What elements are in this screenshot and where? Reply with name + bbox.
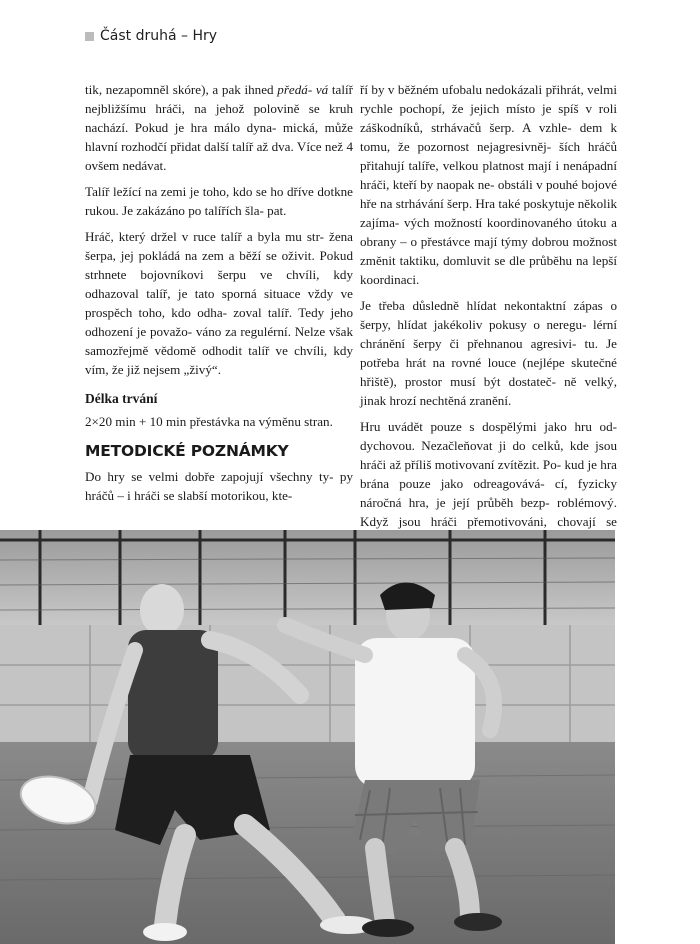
running-header [85, 28, 217, 44]
notes-heading: METODICKÉ POZNÁMKY [85, 442, 289, 460]
left-paragraph-3: Hráč, který držel v ruce talíř a byla mu str- žena šerpa, jej pokládá na zem a běží se oživit. Pokud strhnete bojovníkovi šerpu ve chvíli, kdy odhazoval talíř, je tato sporná situace vždy ve prospěch toho, kdo odha- zoval talíř. Tedy jeho odhození je považo- váno za regulérní. Nelze však samozřejmě vědomě odhodit talíř ve chvíli, kdy vím, že již nejsem „živý“. [85, 229, 353, 377]
notes-text: Do hry se velmi dobře zapojují všechny ty- py hráčů – i hráči se slabší motorikou, kte- [85, 469, 353, 503]
concrete-wall [0, 625, 615, 745]
left-column [85, 80, 353, 512]
right-paragraph-1: ří by v běžném ufobalu nedokázali přihrát, velmi rychle pochopí, že jejich místo je spíš v roli záškodníků, strhávačů šerp. A vzhle- dem k tomu, že pozornost nejagresivněj- ších hráčů přitahují talíře, velkou platnost mají i nenápadní hráči, kteří by naopak ne- obstáli v pouhé bojové hře na strhávání šerp. Hra také poskytuje několik zajíma- vých možností koordinovaného útoku a obrany – o přestávce mají týmy dobrou možnost změnit taktiku, domluvit se dle průběhu na lepší koordinaci. [360, 82, 617, 287]
left-paragraph-2: Talíř ležící na zemi je toho, kdo se ho dříve dotkne rukou. Je zakázáno po talířích šla- pat. [85, 184, 353, 218]
emphasis-text: předá- vá [277, 82, 329, 97]
left-paragraph-1: tik, nezapomněl skóre), a pak ihned předá- vá talíř nejbližšímu hráči, na jehož polovině se kruh nachází. Pokud je hra málo dyna- mická, může hlavní rozhodčí přidat další talíř až dva. Více než 4 ovšem nedávat. [85, 82, 354, 173]
right-column [360, 80, 617, 557]
header-square-icon [85, 32, 94, 41]
frisbee-photo [0, 530, 615, 944]
header-title: Část druhá – Hry [100, 28, 218, 44]
duration-heading: Délka trvání [85, 391, 158, 406]
right-paragraph-3: Hru uvádět pouze s dospělými jako hru od- dychovou. Nezačleňovat ji do celků, kde jsou hráči až příliš motivovaní zvítězit. Po- kud je hra brána pouze jako odreagovává- cí, fyzicky náročná hra, je její průběh bezp- roblémový. Když jsou hráči přemotivováni, chovají se [360, 419, 617, 529]
duration-text: 2×20 min + 10 min přestávka na výměnu stran. [85, 414, 333, 429]
right-paragraph-2: Je třeba důsledně hlídat nekontaktní zápas o šerpy, hlídat jakékoliv pokusy o neregu- lérní chránění šerpy či přehnanou agresivi- tu. Je potřeba hrát na rovné louce (nejlépe skutečné hřiště), prostor musí být dostateč- ně velký, jinak hrozí nechtěná zranění. [360, 298, 617, 408]
frisbee-photo-illustration [0, 530, 615, 944]
